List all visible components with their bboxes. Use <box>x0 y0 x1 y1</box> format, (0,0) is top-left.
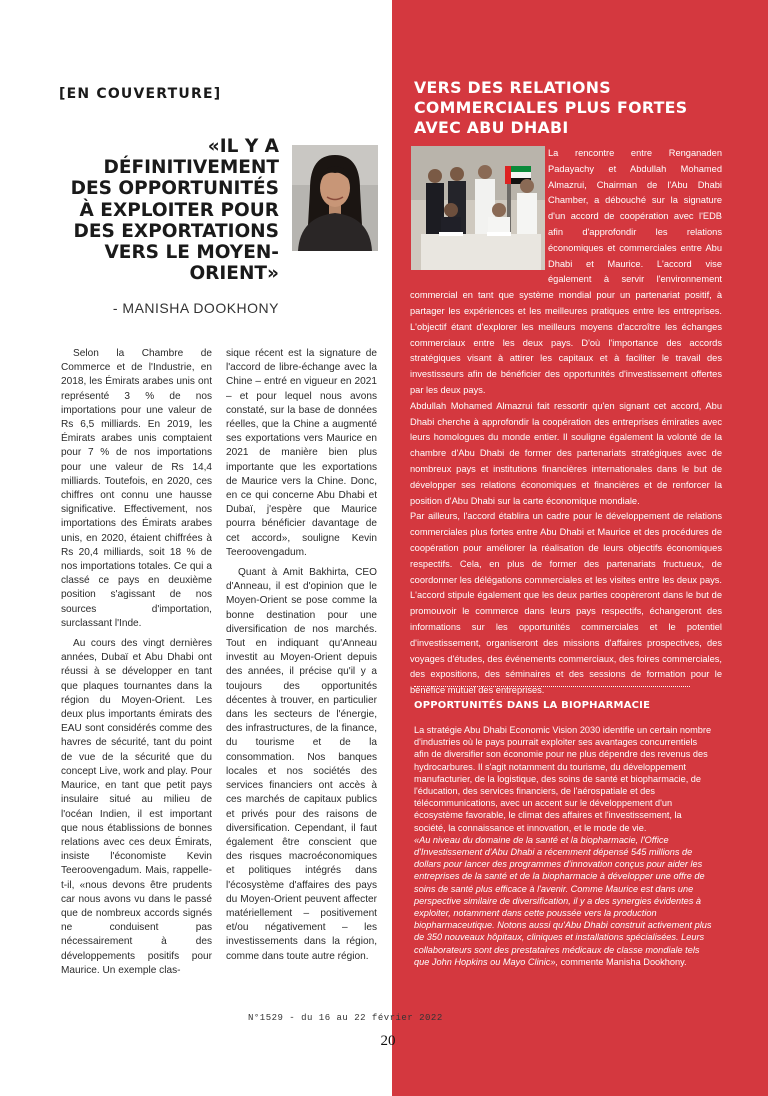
sidebar-title: VERS DES RELATIONS COMMERCIALES PLUS FORTES AVEC ABU DHABI <box>414 78 688 138</box>
paragraph: Quant à Amit Bakhirta, CEO d'Anneau, il est d'opinion que le Moyen-Orient se pose comme la bonne destination pour une diversification de nos marchés. Tout en indiquant qu'Anneau investit au Moyen-Orient depuis des années, il précise qu'il y a toujours des opportunités décentes à trouver, en particulier dans les secteurs de l'énergie, des infrastructures, de la finance, du tourisme et de la consommation. Nos banques locales et nos sociétés des services financiers ont accès à ces marchés de capitaux publics et privés pour des raisons de diversification. Cependant, il faut également être conscient que des risques macroéconomiques et politiques intégrés dans l'écosystème d'affaires des pays du Moyen-Orient peuvent affecter matériellement – positivement et/ou négativement – les investissements dans la région, comme dans toute autre région. <box>226 567 377 962</box>
sidebar-body-text <box>410 146 722 699</box>
dotted-divider <box>414 686 690 687</box>
quote-attribution: commente Manisha Dookhony. <box>558 956 687 967</box>
portrait-photo <box>292 145 378 251</box>
section-rubric: [EN COUVERTURE] <box>59 86 222 102</box>
woman-portrait-illustration <box>292 145 378 251</box>
paragraph: La stratégie Abu Dhabi Economic Vision 2030 identifie un certain nombre d'industries où le pays pourrait exploiter ses avantages concurrentiels afin de diversifier son économie pour ne plus dépendre des revenus des hydrocarbures. Il s'agit notamment du tourisme, du développement manufacturier, de la logistique, des soins de santé et biopharmacie, de l'éducation, des services financiers, de l'aérospatiale et des télécommunications, avec un accent sur le développement d'un écosystème favorable, le climat des affaires et l'investissement, la société, la connaissance et innovation, et le mode de vie. <box>414 725 712 833</box>
paragraph: Selon la Chambre de Commerce et de l'Industrie, en 2018, les Émirats arabes unis ont représenté 3 % de nos importations pour une valeur de Rs 6,5 milliards. En 2019, les Émirats arabes unis comptaient pour 7 % de nos importations pour une valeur de Rs 14,4 milliards. Toutefois, en 2020, ces chiffres ont connu une hausse significative. Effectivement, nos importations des Émirats arabes unis, en 2020, étaient chiffrées à Rs 20,4 milliards, soit 18 % de nos importations totales. Ce qui a classé ce pays en deuxième position s'agissant de nos sources d'importation, surclassant l'Inde. <box>61 348 212 629</box>
paragraph: Par ailleurs, l'accord établira un cadre pour le développement de relations commerciales plus fortes entre Abu Dhabi et Maurice et des procédures de coopération pour améliorer la réalisation de leurs objectifs économiques respectifs. Cela, en plus de former des partenariats fructueux, de coordonner les délégations commerciales et les visites entre les deux pays. L'accord stipule également que les deux parties coopèreront dans le but de promouvoir le commerce dans leurs pays respectifs, échangeront des informations sur les opportunités commerciales et le potentiel d'investissement, organiseront des missions d'affaires prospectives, des voyages d'études, des événements commerciaux, des foires commerciales, des expositions, des séminaires et des sessions de formation pour le bénéfice mutuel des entreprises. <box>410 511 722 696</box>
article-column-1 <box>61 347 212 978</box>
photo-float-spacer <box>410 146 548 274</box>
quote-text: «Au niveau du domaine de la santé et la biopharmacie, l'Office d'Investissement d'Abu Dhabi a récemment dépensé 545 millions de dollars pour lancer des programmes d'innovation conçus pour aider les entreprises de la santé et de la biopharmacie à développer une offre de soins de santé plus efficace à l'avenir. Comme Maurice est dans une perspective similaire de diversification, il y a des synergies évidentes à exploiter, notamment dans cette poussée vers la production biopharmaceutique. Notons aussi qu'Abu Dhabi construit activement plus de 350 nouveaux hôpitaux, cliniques et installations spécialisées. Leurs collaborateurs sont des prestataires médicaux de classe mondiale tels que John Hopkins ou Mayo Clinic», <box>414 834 712 967</box>
issue-folio: N°1529 - du 16 au 22 février 2022 <box>248 1013 443 1023</box>
paragraph: Abdullah Mohamed Almazrui fait ressortir qu'en signant cet accord, Abu Dhabi cherche à approfondir la coopération des entreprises émiraties avec leurs homologues du monde entier. Il souligne également la volonté de la chambre d'Abu Dhabi de former des partenariats stratégiques avec de nombreux pays et institutions financières internationales dans le but de développer ses relations économiques et financières et de renforcer la position d'Abu Dhabi sur la carte économique mondiale. <box>410 400 722 506</box>
page-number: 20 <box>380 1033 396 1049</box>
article-column-2 <box>226 347 377 964</box>
paragraph: sique récent est la signature de l'accord de libre-échange avec la Chine – entré en vigueur en 2021 – et pour lequel nous avons constaté, sur la base de données réelles, que la Chine a augmenté ses exportations vers Maurice en 2021 de manière bien plus importante que les exportations de Maurice vers la Chine. Donc, en ce qui concerne Abu Dhabi et Dubaï, j'espère que Maurice pourra bénéficier davantage de cet accord», souligne Kevin Teeroovengadum. <box>226 348 377 558</box>
biopharmacy-text <box>414 724 714 968</box>
paragraph: Au cours des vingt dernières années, Dubaï et Abu Dhabi ont réussi à se développer en tant que plaques tournantes dans la région du Moyen-Orient. Les deux plus importants émirats des EAU sont considérés comme des havres de sécurité, tant du point de vue de la sécurité que du concept Live, work and play. Pour Maurice, en tant que petit pays insulaire situé au milieu de l'océan Indien, il est important que nous établissions de bonnes relations avec ces deux Émirats, insiste l'économiste Kevin Teeroovengadum. Mais, rappelle-t-il, «nous devons être prudents car nous avons vu dans le passé que de nombreux accords signés ne conduisent pas nécessairement à des développements positifs pour Maurice. Un exemple clas- <box>61 638 212 976</box>
sidebar-subheading: OPPORTUNITÉS DANS LA BIOPHARMACIE <box>414 700 651 711</box>
paragraph <box>414 834 714 968</box>
quote-byline: - MANISHA DOOKHONY <box>112 300 279 316</box>
article-headline: «IL Y A DÉFINITIVEMENT DES OPPORTUNITÉS À EXPLOITER POUR DES EXPORTATIONS VERS LE MOYEN-ORIENT» <box>70 136 279 285</box>
paragraph: La rencontre entre Renganaden Padayachy et Abdullah Mohamed Almazrui, Chairman de l'Abu Dhabi Chamber, a débouché sur la signature d'un accord de coopération avec l'EDB afin d'approfondir les relations économiques et commerciales entre Abu Dhabi et Maurice. L'accord vise également à servir l'environnement commercial en tant que système mondial pour un partenariat positif, à partager les expériences et les meilleures pratiques entre les entreprises. L'objectif étant d'explorer les meilleurs moyens d'accroître les échanges commerciaux entre les deux pays. D'où l'importance des accords stratégiques visant à attirer les capitaux et à faciliter le travail des investisseurs afin de bénéficier des opportunités d'investissement offertes par les deux pays. <box>410 148 722 395</box>
